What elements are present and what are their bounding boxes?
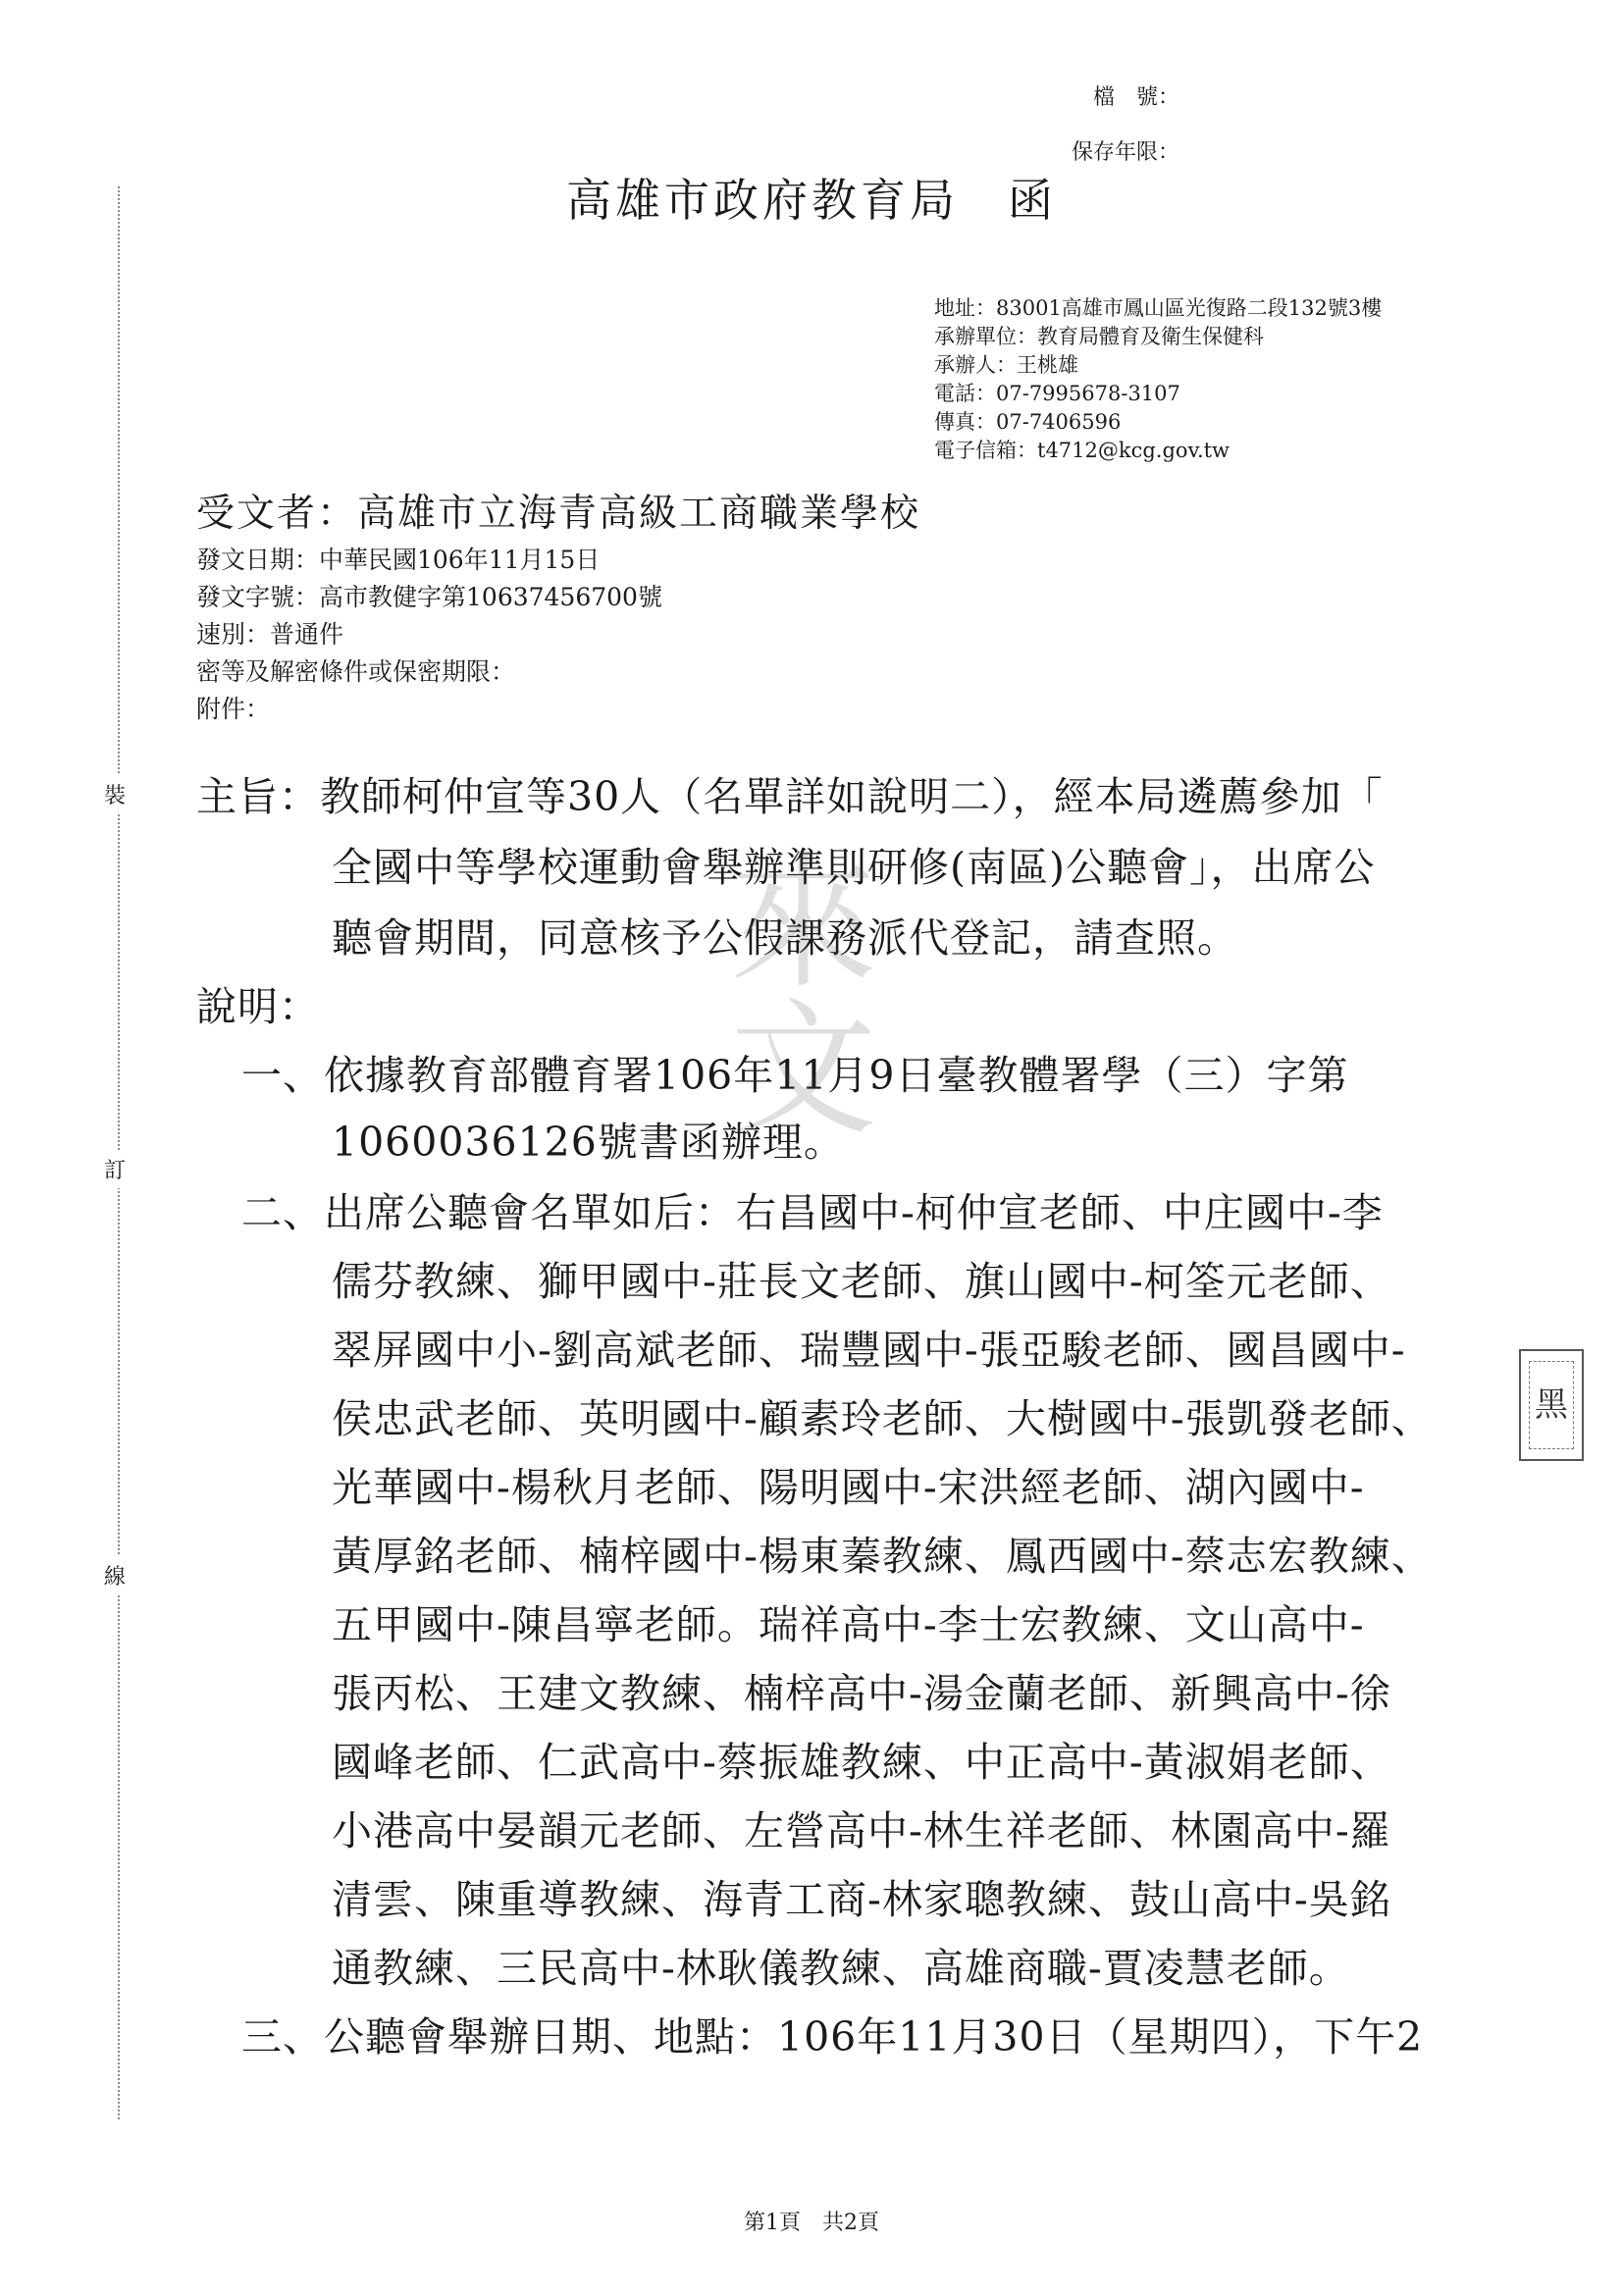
side-seal-stamp <box>1519 1349 1584 1461</box>
delivery-speed: 速別：普通件 <box>196 620 344 649</box>
binding-mark-xian: 線 <box>104 1556 126 1594</box>
issue-date: 發文日期：中華民國106年11月15日 <box>196 546 601 574</box>
file-number-label: 檔 號： <box>1092 85 1179 110</box>
secrecy-level: 密等及解密條件或保密期限： <box>196 657 516 686</box>
item2-line-11: 清雲、陳重導教練、海青工商-林家聰教練、鼓山高中-吳銘 <box>332 1876 1391 1923</box>
document-meta <box>196 542 662 728</box>
document-title: 高雄市政府教育局 函 <box>566 174 1057 227</box>
received-stamp: 來文 <box>705 844 875 1138</box>
item2-line-8: 張丙松、王建文教練、楠梓高中-湯金蘭老師、新興高中-徐 <box>332 1670 1391 1717</box>
binding-mark-ding: 訂 <box>104 1150 126 1188</box>
subject-line-2: 全國中等學校運動會舉辦準則研修(南區)公聽會」，出席公 <box>332 844 1376 891</box>
contact-email: 電子信箱：t4712@kcg.gov.tw <box>934 439 1230 462</box>
subject-line-3: 聽會期間，同意核予公假課務派代登記，請查照。 <box>332 914 1238 962</box>
item2-line-6: 黃厚銘老師、楠梓國中-楊東蓁教練、鳳西國中-蔡志宏教練、 <box>332 1533 1433 1580</box>
binding-mark-zhuang: 裝 <box>104 775 126 813</box>
contact-fax: 傳真：07-7406596 <box>934 410 1122 434</box>
item2-line-10: 小港高中晏韻元老師、左營高中-林生祥老師、林園高中-羅 <box>332 1807 1391 1854</box>
item2-line-3: 翠屏國中小-劉高斌老師、瑞豐國中-張亞駿老師、國昌國中- <box>332 1327 1406 1374</box>
item2-line-9: 國峰老師、仁武高中-蔡振雄教練、中正高中-黃淑娟老師、 <box>332 1739 1391 1786</box>
page-footer: 第1頁 共2頁 <box>744 2211 879 2235</box>
contact-block <box>934 294 1382 465</box>
contact-unit: 承辦單位：教育局體育及衛生保健科 <box>934 325 1264 348</box>
item2-line-1: 二、出席公聽會名單如后：右昌國中-柯仲宣老師、中庄國中-李 <box>241 1189 1384 1236</box>
item1-line-2: 1060036126號書函辦理。 <box>332 1119 845 1166</box>
side-seal-text: 黑 <box>1529 1361 1574 1449</box>
contact-person: 承辦人：王桃雄 <box>934 353 1078 377</box>
contact-phone: 電話：07-7995678-3107 <box>934 382 1180 405</box>
item2-line-12: 通教練、三民高中-林耿儀教練、高雄商職-賈凌慧老師。 <box>332 1945 1350 1992</box>
item2-line-7: 五甲國中-陳昌寧老師。瑞祥高中-李士宏教練、文山高中- <box>332 1601 1365 1648</box>
item2-line-4: 侯忠武老師、英明國中-顧素玲老師、大樹國中-張凱發老師、 <box>332 1395 1433 1442</box>
item2-line-2: 儒芬教練、獅甲國中-莊長文老師、旗山國中-柯筌元老師、 <box>332 1258 1391 1305</box>
contact-address: 地址：83001高雄市鳳山區光復路二段132號3樓 <box>934 296 1383 320</box>
retention-period-label: 保存年限： <box>1071 140 1179 165</box>
explanation-heading: 說明： <box>196 983 320 1030</box>
document-number: 發文字號：高市教健字第10637456700號 <box>196 583 662 611</box>
item2-line-5: 光華國中-楊秋月老師、陽明國中-宋洪經老師、湖內國中- <box>332 1464 1365 1511</box>
subject-line-1: 主旨：教師柯仲宣等30人（名單詳如說明二），經本局遴薦參加「 <box>196 773 1384 820</box>
item3-line-1: 三、公聽會舉辦日期、地點：106年11月30日（星期四），下午2 <box>241 2013 1424 2061</box>
item1-line-1: 一、依據教育部體育署106年11月9日臺教體署學（三）字第 <box>241 1052 1349 1099</box>
attachment: 附件： <box>196 695 271 723</box>
recipient: 受文者：高雄市立海青高級工商職業學校 <box>196 492 921 536</box>
